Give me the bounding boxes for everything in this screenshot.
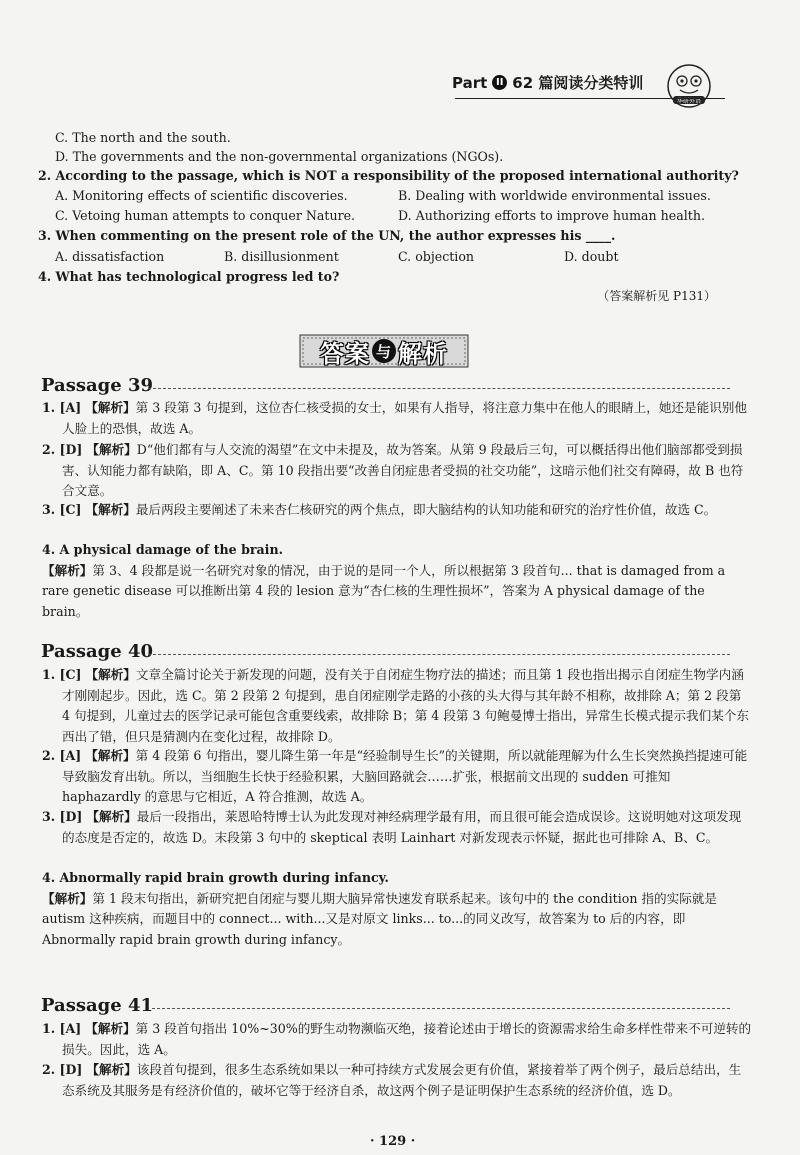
logo-text: 华研外语 <box>676 98 702 105</box>
item-num: 3. [D] <box>42 809 83 824</box>
q3-option-b: B. disillusionment <box>224 249 339 264</box>
item-num: 2. [A] <box>42 748 82 763</box>
item-text: 该段首句提到，很多生态系统如果以一种可持续方式发展会更有价值，紧接着举了两个例子，最后总结出，生态系统及其服务是有经济价值的，破坏它等于经济自杀，故这两个例子是证明保护生态系统的经济价值，选 D。 <box>62 1062 742 1098</box>
item-text: 文章全篇讨论关于新发现的问题，没有关于自闭症生物疗法的描述；而且第 1 段也指出揭示自闭症生物学内涵才刚刚起步。因此，选 C。第 2 段第 2 句提到，患自闭症刚学走路的小孩的头大得与其年龄不相称，故排除 A；第 2 段第 4 句提到，儿童过去的医学记录可能包含重要线索，故排除 B；第 4 段第 3 句鲍曼博士指出，异常生长模式提示我们某个东西出了错，但只是猜测内在变化过程，故排除 D。 <box>62 667 749 744</box>
part-number-badge: II <box>492 75 507 90</box>
item-num: 2. [D] <box>42 1062 83 1077</box>
passage-39-item-1 <box>42 398 752 439</box>
item-tag: 【解析】 <box>42 890 93 906</box>
item-tag: 【解析】 <box>42 562 93 578</box>
item-tag: 【解析】 <box>86 442 137 457</box>
item-num: 1. [C] <box>42 667 82 682</box>
item-tag: 【解析】 <box>85 667 136 682</box>
passage-41-item-2 <box>42 1060 752 1101</box>
question-2: 2. According to the passage, which is NOT a responsibility of the proposed international authority? <box>38 168 739 183</box>
item-tag: 【解析】 <box>85 502 136 517</box>
answers-banner <box>298 333 470 369</box>
item-num: 3. [C] <box>42 502 82 517</box>
question-4: 4. What has technological progress led to? <box>38 269 340 284</box>
banner-right: 解析 <box>398 339 448 368</box>
item-tag: 【解析】 <box>86 809 137 824</box>
q1-option-d: D. The governments and the non-governmental organizations (NGOs). <box>55 149 504 164</box>
item-tag: 【解析】 <box>85 400 136 415</box>
banner-mid: 与 <box>372 339 396 363</box>
item-num: 2. [D] <box>42 442 83 457</box>
question-3: 3. When commenting on the present role of the UN, the author expresses his ____. <box>38 228 616 243</box>
passage-40-item-1 <box>42 665 752 747</box>
item-text: 第 3、4 段都是说一名研究对象的情况，由于说的是同一个人，所以根据第 3 段首句... that is damaged from a rare genetic disease 可以推断出第 4 段的 lesion 意为“杏仁核的生理性损坏”，答案为 A physical damage of the brain。 <box>42 562 726 619</box>
item-text: 第 1 段末句指出，新研究把自闭症与婴儿期大脑异常快速发育联系起来。该句中的 the condition 指的实际就是 autism 这种疾病，而题目中的 connect... with...又是对原文 links... to...的同义改写，故答案为 to 后的内容，即 Abnormally rapid brain growth during infancy。 <box>42 890 717 947</box>
passage-40-item-4 <box>42 868 732 950</box>
item-num: 4. A physical damage of the brain. <box>42 542 283 557</box>
item-num: 1. [A] <box>42 1021 82 1036</box>
q3-option-a: A. dissatisfaction <box>55 249 165 264</box>
item-tag: 【解析】 <box>85 1021 136 1036</box>
item-text: 第 4 段第 6 句指出，婴儿降生第一年是“经验制导生长”的关键期，所以就能理解为什么生长突然换挡提速可能导致脑发育出轨。所以，当细胞生长快于经验积累，大脑回路就会……扩张，根据前文出现的 sudden 可推知 haphazardly 的意思与它相近，A 符合推测，故选 A。 <box>62 748 748 804</box>
item-tag: 【解析】 <box>86 1062 137 1077</box>
passage-39-title: Passage 39 <box>41 375 153 396</box>
passage-40-item-3 <box>42 807 752 848</box>
passage-40-item-2 <box>42 746 752 808</box>
q3-option-c: C. objection <box>398 249 475 264</box>
passage-39-rule <box>148 388 730 389</box>
running-header <box>452 72 643 93</box>
passage-40-rule <box>148 654 730 655</box>
item-text: 最后一段指出，莱恩哈特博士认为此发现对神经病理学最有用，而且很可能会造成误诊。这说明她对这项发现的态度是否定的，故选 D。末段第 3 句中的 skeptical 表明 Lainhart 对新发现表示怀疑，据此也可排除 A、B、C。 <box>62 809 742 845</box>
passage-41-item-1 <box>42 1019 752 1060</box>
passage-39-item-3 <box>42 500 752 521</box>
header-title: 62 篇阅读分类特训 <box>512 74 644 92</box>
passage-39-item-2 <box>42 440 752 502</box>
q2-option-c: C. Vetoing human attempts to conquer Nature. <box>55 208 356 223</box>
q2-option-b: B. Dealing with worldwide environmental issues. <box>398 188 711 203</box>
q3-option-d: D. doubt <box>564 249 619 264</box>
item-num: 1. [A] <box>42 400 82 415</box>
item-text: 第 3 段首句指出 10%~30%的野生动物濒临灭绝，接着论述由于增长的资源需求给生命多样性带来不可逆转的损失。因此，选 A。 <box>62 1021 752 1057</box>
publisher-logo-icon <box>666 63 712 109</box>
page-number: · 129 · <box>370 1134 416 1149</box>
item-num: 4. Abnormally rapid brain growth during infancy. <box>42 870 389 885</box>
banner-left: 答案 <box>320 339 370 368</box>
q2-option-a: A. Monitoring effects of scientific discoveries. <box>55 188 348 203</box>
passage-39-item-4 <box>42 540 732 622</box>
header-rule <box>455 98 725 99</box>
passage-41-rule <box>152 1008 730 1009</box>
item-tag: 【解析】 <box>85 748 136 763</box>
q1-option-c: C. The north and the south. <box>55 130 231 145</box>
passage-40-title: Passage 40 <box>41 641 153 662</box>
item-text: 第 3 段第 3 句提到，这位杏仁核受损的女士，如果有人指导，将注意力集中在他人的眼睛上，她还是能识别他人脸上的恐惧，故选 A。 <box>62 400 747 436</box>
passage-41-title: Passage 41 <box>41 995 153 1016</box>
answer-reference: （答案解析见 P131） <box>597 289 716 303</box>
q2-option-d: D. Authorizing efforts to improve human health. <box>398 208 705 223</box>
item-text: 最后两段主要阐述了未来杏仁核研究的两个焦点，即大脑结构的认知功能和研究的治疗性价值，故选 C。 <box>135 502 717 517</box>
part-label: Part <box>452 73 488 92</box>
item-text: D“他们都有与人交流的渴望”在文中未提及，故为答案。从第 9 段最后三句，可以概括得出他们脑部都受到损害、认知能力都有缺陷，即 A、C。第 10 段指出要“改善自闭症患者受损的社交功能”，这暗示他们社交有障碍，故 B 也符合文意。 <box>62 442 744 498</box>
